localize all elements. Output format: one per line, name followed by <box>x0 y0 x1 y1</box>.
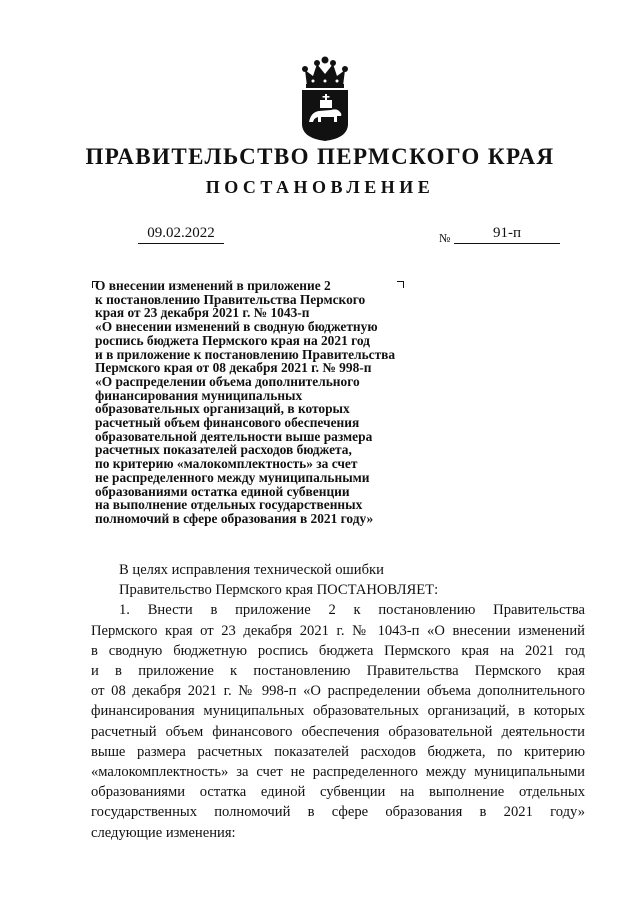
paragraph-line: расчетный объем финансового обеспечения образовательной деятельности <box>91 723 585 740</box>
document-subject <box>95 279 435 526</box>
subject-line: финансирования муниципальных <box>95 387 303 403</box>
subject-line: Пермского края от 08 декабря 2021 г. № 998-п <box>95 360 372 376</box>
number-sign: № <box>439 231 451 245</box>
intro-text: В целях исправления технической ошибки <box>119 562 384 578</box>
subject-line: расчетных показателей расходов бюджета, <box>95 442 352 458</box>
paragraph-line: выше размера расчетных показателей расходов бюджета, по критерию <box>91 743 585 760</box>
subject-line: роспись бюджета Пермского края на 2021 год <box>95 332 370 348</box>
subject-line: края от 23 декабря 2021 г. № 1043-п <box>95 305 310 321</box>
subject-line: на выполнение отдельных государственных <box>95 497 363 513</box>
paragraph-line: государственных полномочий в сфере образования в 2021 году» <box>91 804 585 821</box>
subject-line: не распределенного между муниципальными <box>95 469 370 485</box>
subject-line: образованиями остатка единой субвенции <box>95 483 350 499</box>
subject-line: образовательных организаций, в которых <box>95 401 350 417</box>
subject-line: по критерию «малокомплектность» за счет <box>95 456 358 472</box>
document-body <box>91 560 585 843</box>
subject-line: О внесении изменений в приложение 2 <box>95 278 331 293</box>
document-type: ПОСТАНОВЛЕНИЕ <box>205 177 435 197</box>
document-number: 91-п <box>454 225 560 244</box>
perm-krai-coat-of-arms-icon <box>299 56 351 142</box>
paragraph-line: и в приложение к постановлению Правительства Пермского края <box>91 663 585 680</box>
subject-line: расчетный объем финансового обеспечения <box>95 415 360 431</box>
document-date: 09.02.2022 <box>138 225 224 244</box>
paragraph-line: образованиями остатка единой субвенции на выполнение отдельных <box>91 784 585 801</box>
subject-line: «О распределении объема дополнительного <box>95 373 360 389</box>
paragraph-line: 1. Внести в приложение 2 к постановлению Правительства <box>119 602 585 619</box>
paragraph-line: от 08 декабря 2021 г. № 998-п «О распределении объема дополнительного <box>91 683 585 700</box>
paragraph-line: «малокомплектность» за счет не распределенного между муниципальными <box>91 764 585 781</box>
subject-line: «О внесении изменений в сводную бюджетную <box>95 319 378 335</box>
subject-line: к постановлению Правительства Пермского <box>95 291 366 307</box>
paragraph-line: следующие изменения: <box>91 824 236 841</box>
resolution-clause: Правительство Пермского края ПОСТАНОВЛЯЕТ: <box>119 582 439 599</box>
paragraph-line: в сводную бюджетную роспись бюджета Пермского края на 2021 год <box>91 642 585 659</box>
subject-line: и в приложение к постановлению Правительства <box>95 346 396 362</box>
paragraph-line: Пермского края от 23 декабря 2021 г. № 1043-п «О внесении изменений <box>91 622 585 639</box>
paragraph-line: финансирования муниципальных образовательных организаций, в которых <box>91 703 585 720</box>
subject-line: полномочий в сфере образования в 2021 году» <box>95 510 374 526</box>
government-title: ПРАВИТЕЛЬСТВО ПЕРМСКОГО КРАЯ <box>85 144 555 169</box>
subject-line: образовательной деятельности выше размера <box>95 428 373 444</box>
